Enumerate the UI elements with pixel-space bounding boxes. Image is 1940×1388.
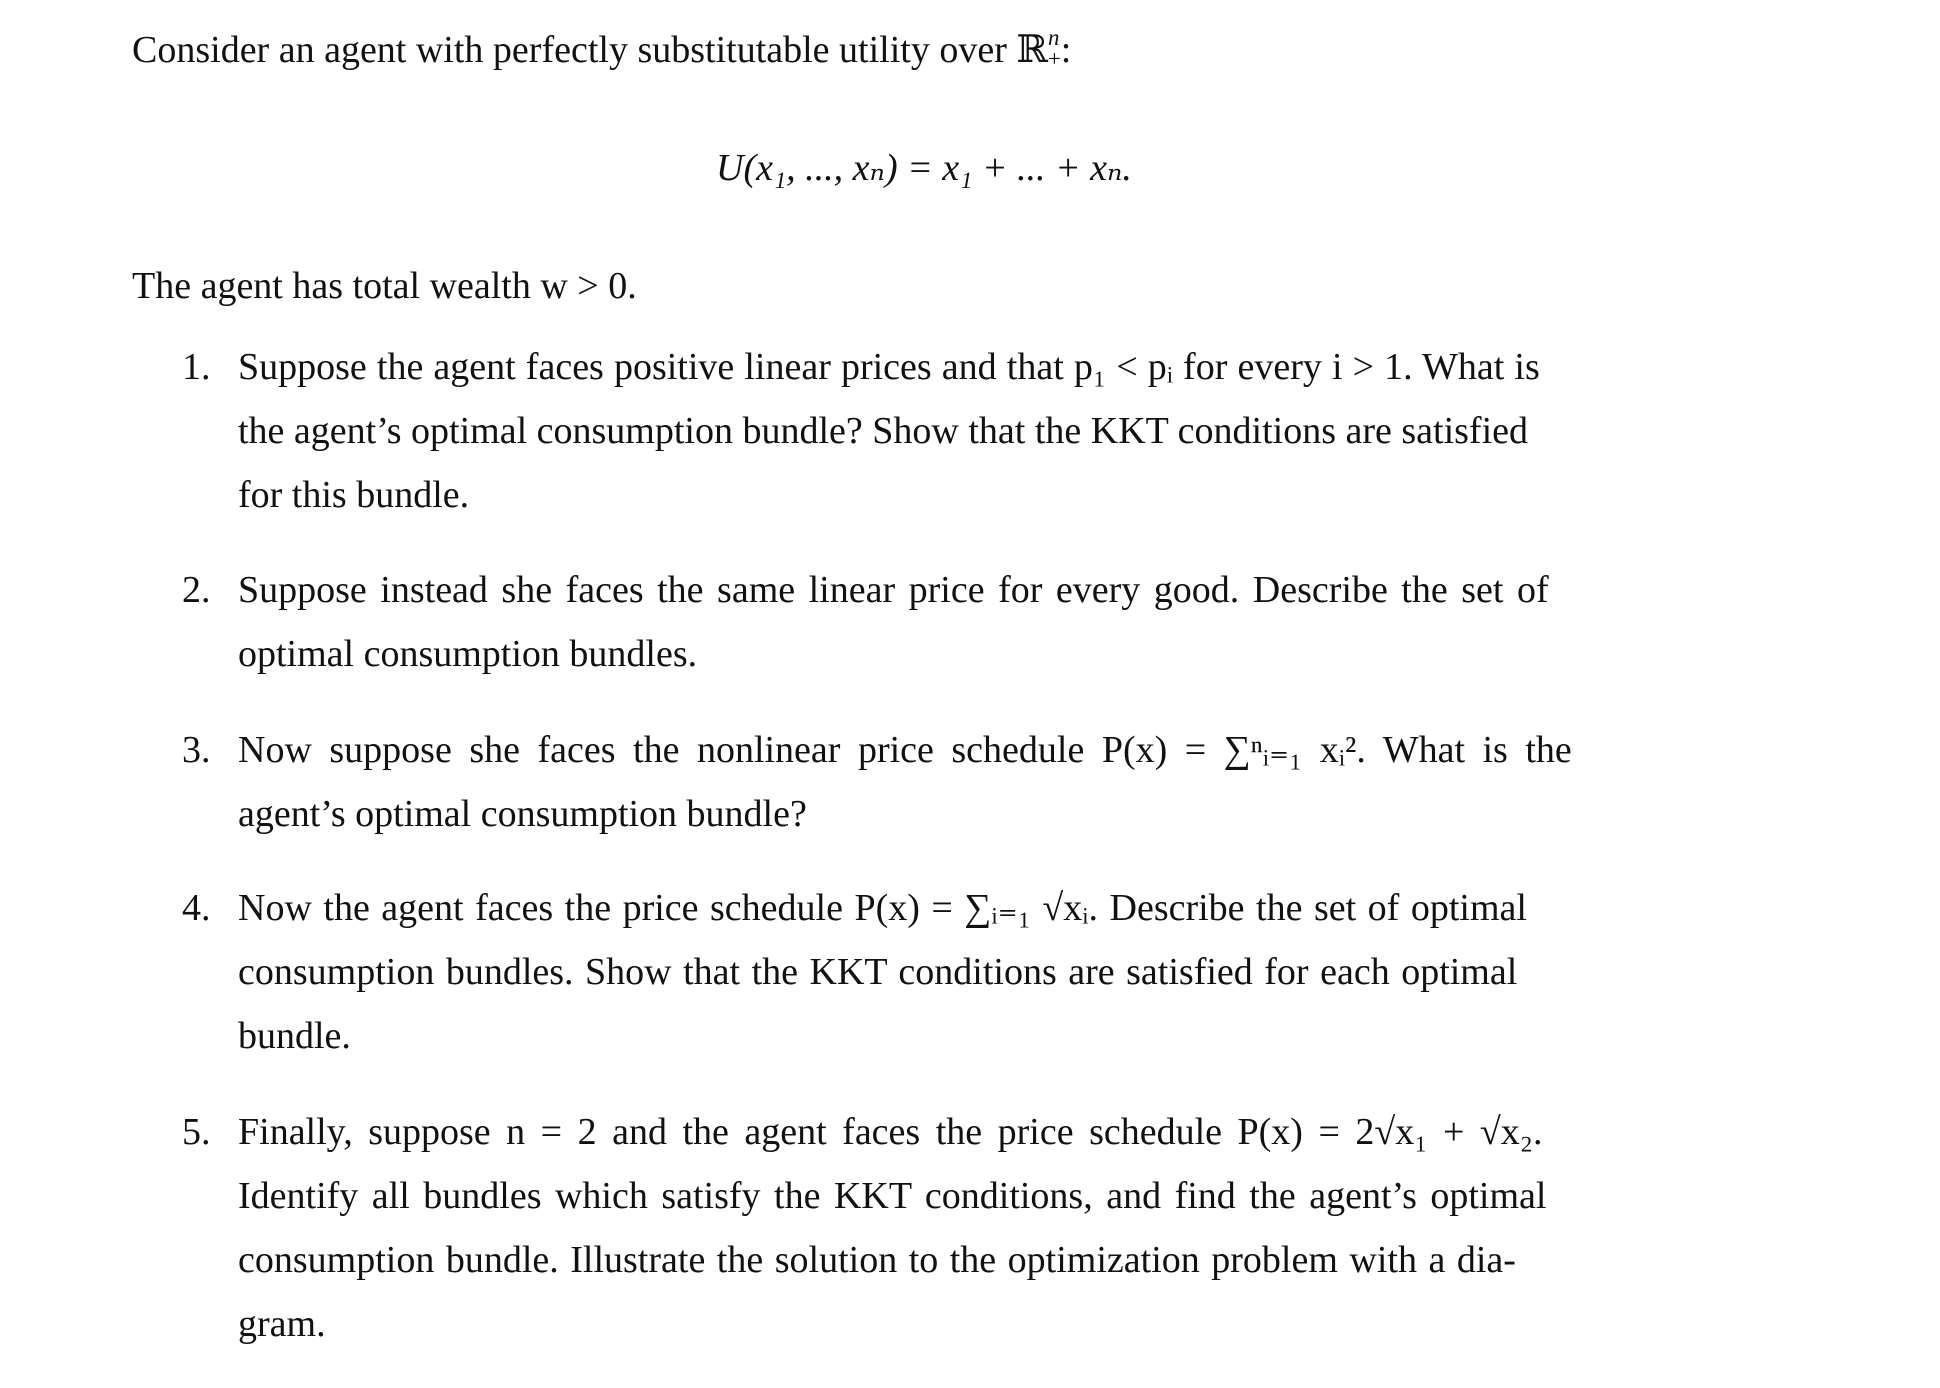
item-4-number: 4. <box>182 887 211 929</box>
utility-formula: U(x₁, ..., xₙ) = x₁ + ... + xₙ. <box>716 147 1132 189</box>
item-1-line-3: for this bundle. <box>238 474 470 516</box>
wealth-sentence: The agent has total wealth w > 0. <box>132 265 637 307</box>
item-5-line-1: Finally, suppose n = 2 and the agent faces the price schedule P(x) = 2√x₁ + √x₂. <box>238 1111 1543 1153</box>
item-5-line-4: gram. <box>238 1303 326 1345</box>
item-2-line-2: optimal consumption bundles. <box>238 633 698 675</box>
item-3-line-2: agent’s optimal consumption bundle? <box>238 793 807 835</box>
item-5-line-2: Identify all bundles which satisfy the KKT conditions, and find the agent’s optimal <box>238 1175 1547 1217</box>
item-5-number: 5. <box>182 1111 211 1153</box>
item-2-number: 2. <box>182 569 211 611</box>
item-3-line-1: Now suppose she faces the nonlinear price schedule P(x) = ∑ⁿᵢ₌₁ xᵢ². What is the <box>238 729 1572 771</box>
item-1-line-2: the agent’s optimal consumption bundle? Show that the KKT conditions are satisfied <box>238 410 1529 452</box>
intro-line: Consider an agent with perfectly substitutable utility over ℝ n + : <box>132 25 1072 71</box>
intro-text: Consider an agent with perfectly substitutable utility over ℝ <box>132 29 1048 71</box>
item-5-line-3: consumption bundle. Illustrate the solution to the optimization problem with a dia- <box>238 1239 1516 1281</box>
item-4-line-1: Now the agent faces the price schedule P(x) = ∑ᵢ₌₁ √xᵢ. Describe the set of optimal <box>238 887 1527 929</box>
item-4-line-3: bundle. <box>238 1015 351 1057</box>
item-1-line-1: Suppose the agent faces positive linear prices and that p₁ < pᵢ for every i > 1. What is <box>238 346 1540 388</box>
item-1-number: 1. <box>182 346 211 388</box>
item-4-line-2: consumption bundles. Show that the KKT conditions are satisfied for each optimal <box>238 951 1518 993</box>
item-2-line-1: Suppose instead she faces the same linear price for every good. Describe the set of <box>238 569 1549 611</box>
item-3-number: 3. <box>182 729 211 771</box>
intro-domain-exponents: n + <box>1047 25 1061 71</box>
